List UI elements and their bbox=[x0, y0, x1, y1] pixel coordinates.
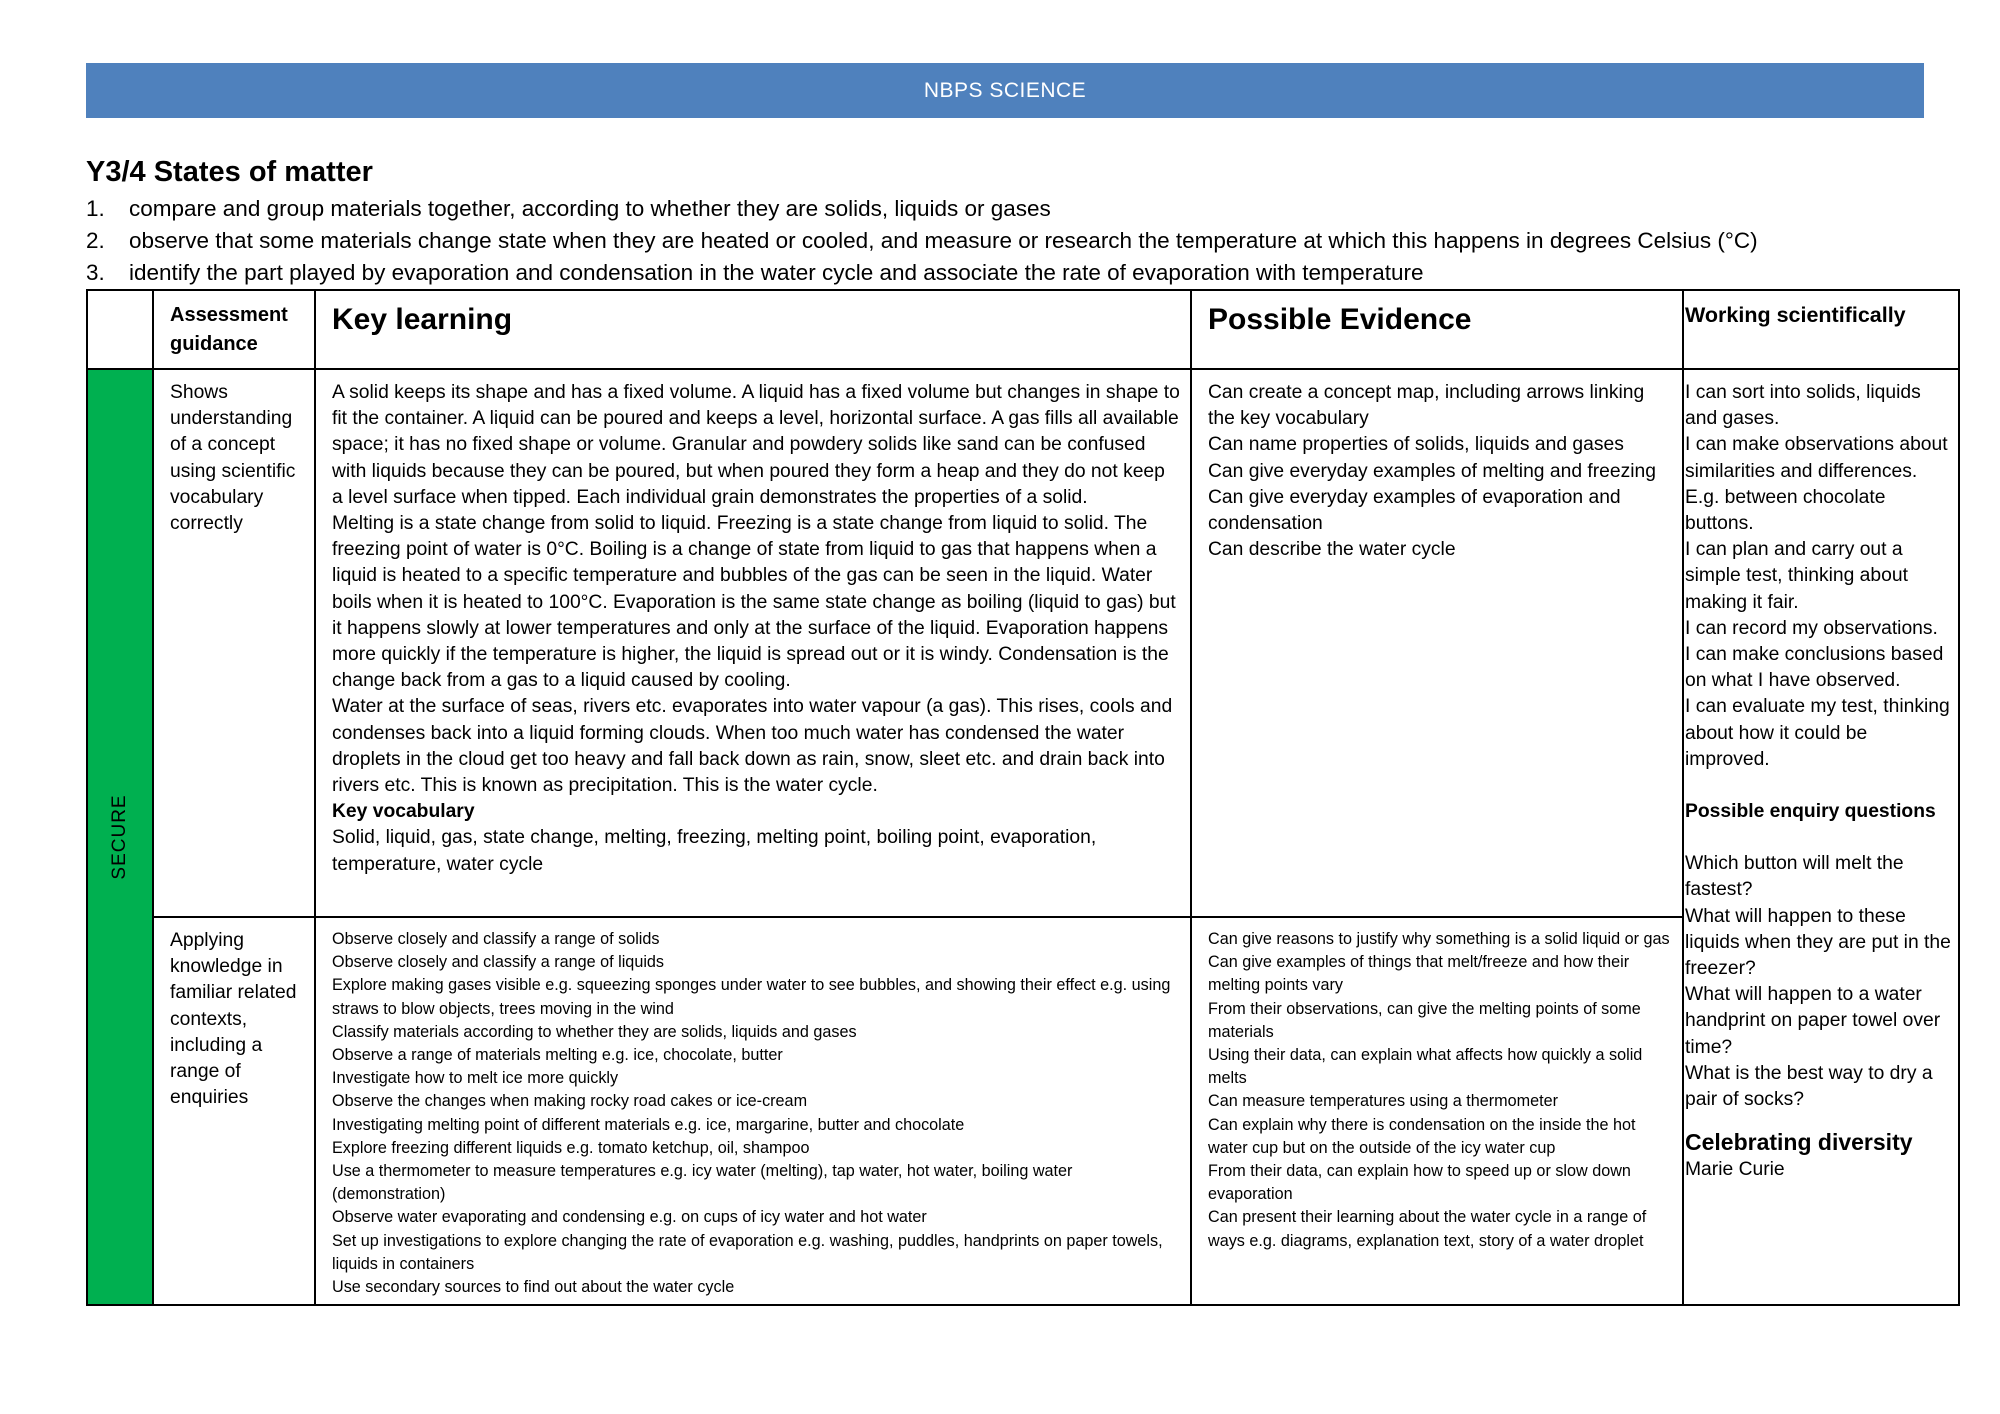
evidence-item: Can give everyday examples of melting and freezing bbox=[1208, 460, 1656, 482]
table-header-row bbox=[87, 290, 1959, 369]
header-key-learning-cell bbox=[315, 290, 1191, 369]
activity-item: Explore freezing different liquids e.g. tomato ketchup, oil, shampoo bbox=[332, 1138, 810, 1157]
objective-text: compare and group materials together, according to whether they are solids, liquids or gases bbox=[129, 196, 1051, 221]
evidence-item: Can give everyday examples of evaporation and condensation bbox=[1208, 486, 1621, 535]
activity-item: Use secondary sources to find out about the water cycle bbox=[332, 1278, 735, 1297]
celebrating-diversity-person: Marie Curie bbox=[1685, 1159, 1785, 1181]
activity-item: Classify materials according to whether they are solids, liquids and gases bbox=[332, 1022, 857, 1041]
objective-text: identify the part played by evaporation and condensation in the water cycle and associate the rate of evaporation with temperature bbox=[129, 260, 1424, 285]
objective-item bbox=[86, 193, 1758, 225]
header-working-cell bbox=[1683, 290, 1959, 369]
table-row bbox=[87, 369, 1959, 917]
evidence-item: Can describe the water cycle bbox=[1208, 539, 1456, 561]
evidence-item: Can give examples of things that melt/freeze and how their melting points vary bbox=[1208, 953, 1630, 995]
evidence-item: Can explain why there is condensation on the inside the hot water cup but on the outside of the icy water cup bbox=[1208, 1115, 1636, 1157]
activity-item: Use a thermometer to measure temperatures e.g. icy water (melting), tap water, hot water, boiling water (demonstration) bbox=[332, 1162, 1073, 1204]
header-banner bbox=[86, 63, 1924, 118]
page-title: Y3/4 States of matter bbox=[86, 156, 373, 188]
evidence-item: Can create a concept map, including arrows linking the key vocabulary bbox=[1208, 382, 1645, 430]
working-statement: I can make conclusions based on what I have observed. bbox=[1685, 644, 1944, 692]
enquiry-question: What will happen to a water handprint on paper towel over time? bbox=[1685, 984, 1941, 1058]
key-learning-paragraph: A solid keeps its shape and has a fixed volume. A liquid has a fixed volume but changes in shape to fit the container. A liquid can be poured and keeps a level, horizontal surface. A gas fills all available space; it has no fixed shape or volume. Granular and powdery solids like sand can be confused with liquids because they can be poured, but when poured they form a heap and they do not keep a level surface when tipped. Each individual grain demonstrates the properties of a solid. bbox=[332, 382, 1180, 508]
key-vocabulary-heading: Key vocabulary bbox=[332, 801, 475, 823]
evidence-item: From their data, can explain how to speed up or slow down evaporation bbox=[1208, 1162, 1631, 1204]
evidence-item: Using their data, can explain what affects how quickly a solid melts bbox=[1208, 1046, 1643, 1088]
activity-item: Observe the changes when making rocky road cakes or ice-cream bbox=[332, 1092, 808, 1111]
evidence-cell bbox=[1191, 369, 1683, 917]
evidence-cell bbox=[1191, 917, 1683, 1305]
secure-level-cell bbox=[87, 369, 153, 1305]
header-possible-evidence: Possible Evidence bbox=[1208, 303, 1472, 336]
enquiry-question: What will happen to these liquids when they are put in the freezer? bbox=[1685, 905, 1951, 980]
activity-item: Observe closely and classify a range of solids bbox=[332, 930, 660, 948]
working-statement: I can evaluate my test, thinking about how it could be improved. bbox=[1685, 696, 1950, 770]
activity-item: Observe a range of materials melting e.g. ice, chocolate, butter bbox=[332, 1046, 783, 1065]
objective-number: 2. bbox=[86, 228, 105, 253]
evidence-item: Can measure temperatures using a thermometer bbox=[1208, 1092, 1558, 1111]
guidance-cell bbox=[153, 369, 315, 917]
objectives-list bbox=[86, 193, 1758, 289]
banner-text: NBPS SCIENCE bbox=[923, 78, 1087, 102]
objective-item bbox=[86, 257, 1758, 289]
header-working-scientifically: Working scientifically bbox=[1685, 303, 1906, 327]
objective-text: observe that some materials change state when they are heated or cooled, and measure or research the temperature at which this happens in degrees Celsius (°C) bbox=[129, 228, 1758, 253]
evidence-item: Can name properties of solids, liquids and gases bbox=[1208, 434, 1624, 456]
working-statement: I can plan and carry out a simple test, thinking about making it fair. bbox=[1685, 539, 1908, 613]
objective-number: 3. bbox=[86, 260, 105, 285]
header-evidence-cell bbox=[1191, 290, 1683, 369]
objective-item bbox=[86, 225, 1758, 257]
key-learning-cell bbox=[315, 369, 1191, 917]
evidence-item: Can give reasons to justify why something is a solid liquid or gas bbox=[1208, 930, 1670, 948]
assessment-guidance-text: Applying knowledge in familiar related contexts, including a range of enquiries bbox=[170, 930, 297, 1109]
objective-number: 1. bbox=[86, 196, 105, 221]
working-statement: I can record my observations. bbox=[1685, 617, 1938, 639]
header-assessment-guidance: Assessment guidance bbox=[170, 304, 288, 355]
working-statement: I can make observations about similarities and differences. E.g. between chocolate buttons. bbox=[1685, 434, 1948, 535]
header-key-learning: Key learning bbox=[332, 303, 513, 336]
header-blank-cell bbox=[87, 290, 153, 369]
key-learning-paragraph: Melting is a state change from solid to liquid. Freezing is a state change from liquid to solid. The freezing point of water is 0°C. Boiling is a change of state from liquid to gas that happens when a liquid is heated to a specific temperature and bubbles of the gas can be seen in the liquid. Water boils when it is heated to 100°C. Evaporation is the same state change as boiling (liquid to gas) but it happens slowly at lower temperatures and only at the surface of the liquid. Evaporation happens more quickly if the temperature is higher, the liquid is spread out or it is windy. Condensation is the change back from a gas to a liquid caused by cooling. bbox=[332, 513, 1176, 692]
activity-item: Investigate how to melt ice more quickly bbox=[332, 1069, 619, 1088]
assessment-guidance-text: Shows understanding of a concept using scientific vocabulary correctly bbox=[170, 382, 296, 535]
activity-item: Explore making gases visible e.g. squeezing sponges under water to see bubbles, and showing their effect e.g. using straws to blow objects, trees moving in the wind bbox=[332, 976, 1171, 1018]
enquiry-question: What is the best way to dry a pair of socks? bbox=[1685, 1062, 1933, 1111]
key-vocabulary-text: Solid, liquid, gas, state change, melting, freezing, melting point, boiling point, evaporation, temperature, water cycle bbox=[332, 827, 1097, 875]
activity-item: Set up investigations to explore changing the rate of evaporation e.g. washing, puddles, handprints on paper towels, liquids in containers bbox=[332, 1231, 1163, 1273]
enquiry-questions-heading: Possible enquiry questions bbox=[1685, 801, 1936, 823]
key-learning-cell bbox=[315, 917, 1191, 1305]
working-scientifically-cell bbox=[1683, 369, 1959, 1305]
evidence-list bbox=[1192, 918, 1682, 1253]
evidence-item: From their observations, can give the melting points of some materials bbox=[1208, 999, 1641, 1041]
header-assessment-cell bbox=[153, 290, 315, 369]
secure-level-label: SECURE bbox=[109, 794, 130, 880]
assessment-table bbox=[86, 289, 1960, 1306]
celebrating-diversity-heading: Celebrating diversity bbox=[1685, 1129, 1913, 1156]
guidance-cell bbox=[153, 917, 315, 1305]
activity-item: Observe closely and classify a range of liquids bbox=[332, 953, 665, 972]
working-scientifically-text bbox=[1684, 370, 1958, 1183]
key-learning-paragraph: Water at the surface of seas, rivers etc. evaporates into water vapour (a gas). This rises, cools and condenses back into a liquid forming clouds. When too much water has condensed the water droplets in the cloud get too heavy and fall back down as rain, snow, sleet etc. and drain back into rivers etc. This is known as precipitation. This is the water cycle. bbox=[332, 696, 1173, 797]
evidence-list bbox=[1192, 370, 1682, 563]
activity-item: Investigating melting point of different materials e.g. ice, margarine, butter and chocolate bbox=[332, 1115, 965, 1134]
enquiry-question: Which button will melt the fastest? bbox=[1685, 853, 1904, 901]
key-learning-text bbox=[316, 370, 1190, 878]
activities-list bbox=[316, 918, 1190, 1299]
evidence-item: Can present their learning about the water cycle in a range of ways e.g. diagrams, explanation text, story of a water droplet bbox=[1208, 1208, 1647, 1250]
table-row bbox=[87, 917, 1959, 1305]
working-statement: I can sort into solids, liquids and gases. bbox=[1685, 382, 1921, 430]
activity-item: Observe water evaporating and condensing e.g. on cups of icy water and hot water bbox=[332, 1208, 927, 1227]
